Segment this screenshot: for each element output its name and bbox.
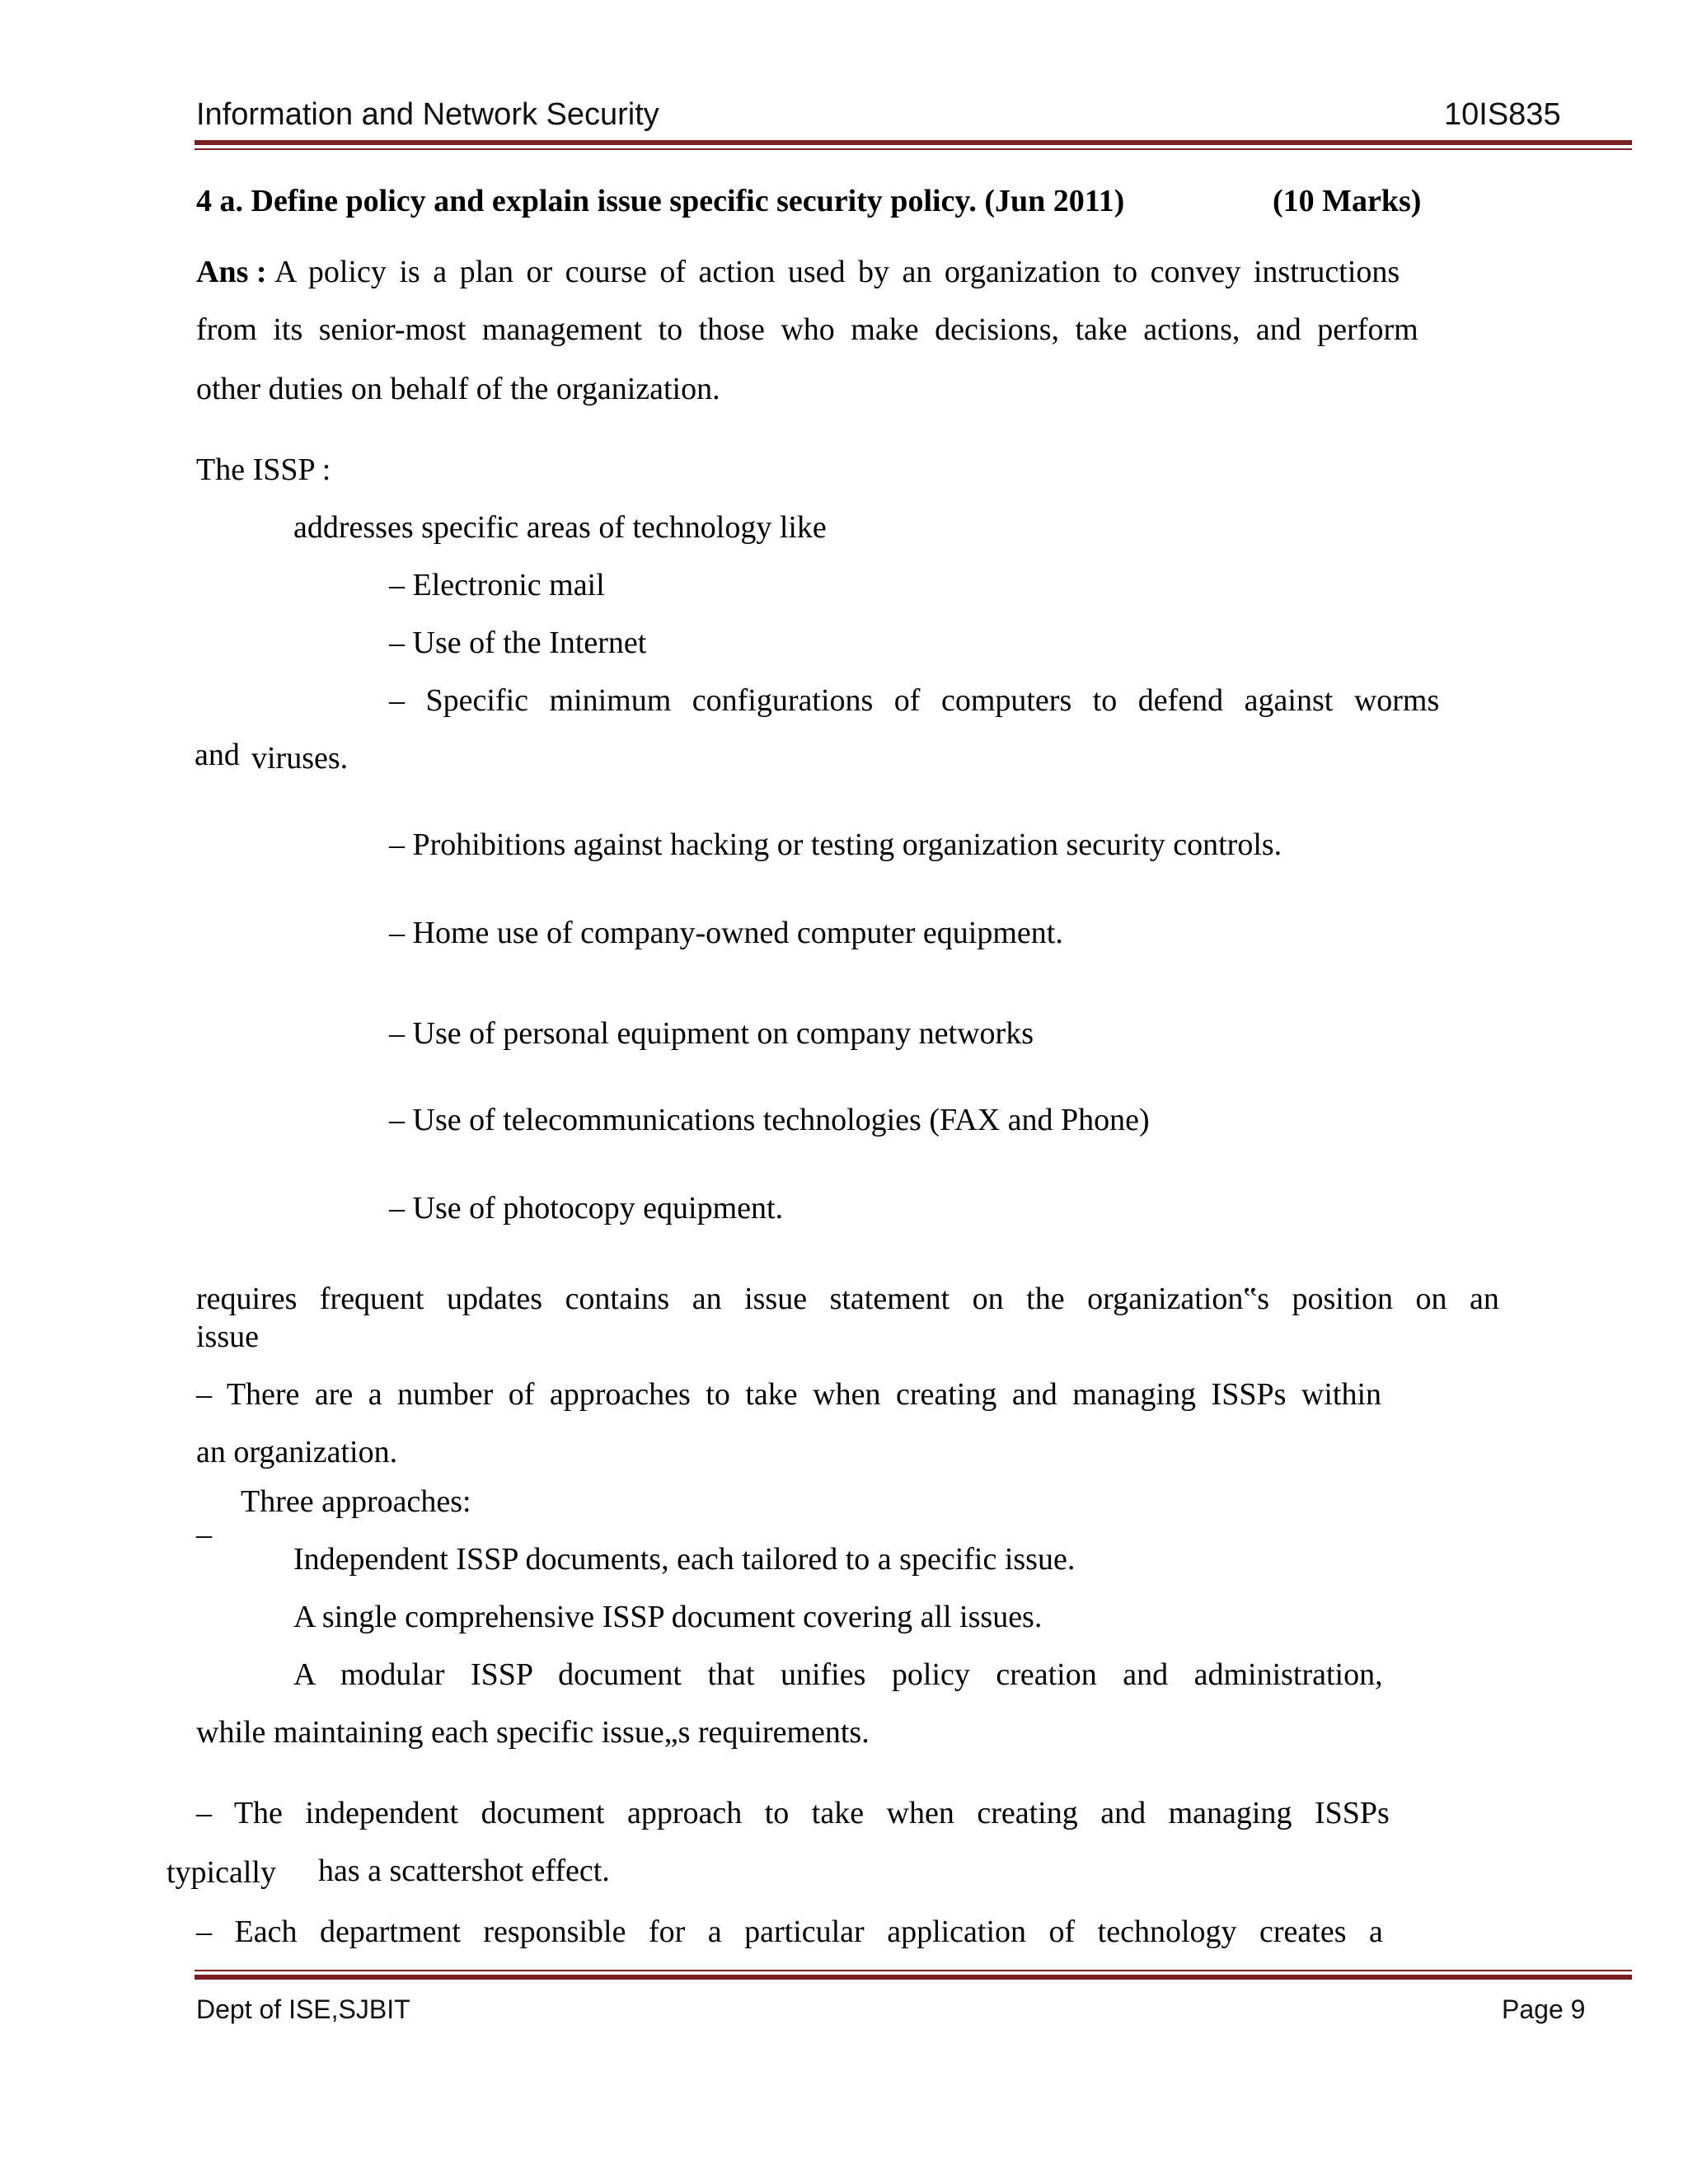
typically-word: typically (166, 1855, 276, 1890)
issp-item-personal-equipment: – Use of personal equipment on company networks (389, 1016, 1034, 1051)
header-rule-thick (195, 140, 1632, 145)
issp-item-hacking: – Prohibitions against hacking or testing organization security controls. (389, 827, 1282, 862)
issue-word: issue (196, 1319, 259, 1354)
header-rule-thin (195, 148, 1632, 150)
answer-line-3: other duties on behalf of the organization. (196, 372, 720, 406)
header-course-code: 10IS835 (1444, 97, 1561, 132)
footer-dept: Dept of ISE,SJBIT (196, 1994, 410, 2024)
approaches-dash: – (196, 1517, 212, 1552)
approaches-line-2: an organization. (196, 1435, 398, 1469)
footer-rule-thick (195, 1975, 1632, 1980)
requires-line: requires frequent updates contains an issue statement on the organization‟s position on an (196, 1282, 1499, 1316)
question-marks: (10 Marks) (1273, 184, 1422, 218)
answer-line-2: from its senior-most management to those who make decisions, take actions, and perform (196, 312, 1418, 347)
issp-heading: The ISSP : (196, 452, 331, 487)
each-department-line: – Each department responsible for a particular application of technology creates a (196, 1915, 1383, 1949)
issp-item-telecom: – Use of telecommunications technologies (FAX and Phone) (389, 1103, 1150, 1137)
answer-line-1 (196, 254, 1432, 290)
issp-item-internet: – Use of the Internet (389, 626, 647, 660)
header-title: Information and Network Security (196, 97, 659, 132)
issp-viruses: viruses. (251, 741, 349, 776)
issp-item-photocopy: – Use of photocopy equipment. (389, 1191, 784, 1226)
approach-modular: A modular ISSP document that unifies policy creation and administration, (293, 1657, 1383, 1692)
approach-modular-cont: while maintaining each specific issue„s requirements. (196, 1715, 870, 1750)
scattershot-text: has a scattershot effect. (318, 1854, 610, 1888)
approach-single: A single comprehensive ISSP document covering all issues. (293, 1600, 1043, 1634)
approaches-line-1: – There are a number of approaches to take when creating and managing ISSPs within (196, 1377, 1382, 1412)
independent-line: – The independent document approach to take when creating and managing ISSPs (196, 1796, 1390, 1830)
issp-intro: addresses specific areas of technology like (293, 510, 827, 545)
issp-item-email: – Electronic mail (389, 568, 605, 602)
question-text: 4 a. Define policy and explain issue specific security policy. (Jun 2011) (196, 184, 1125, 218)
footer-page-number: Page 9 (1502, 1994, 1586, 2024)
issp-item-home-use: – Home use of company-owned computer equipment. (389, 916, 1063, 950)
approach-independent: Independent ISSP documents, each tailored to a specific issue. (293, 1542, 1076, 1577)
three-approaches: Three approaches: (241, 1484, 471, 1519)
issp-item-configurations: – Specific minimum configurations of computers to defend against worms (389, 683, 1440, 718)
answer-text-1: A policy is a plan or course of action used by an organization to convey instructions (274, 255, 1400, 289)
answer-label: Ans : (196, 255, 267, 289)
footer-rule-thin (195, 1970, 1632, 1971)
issp-and-word: and (195, 738, 240, 772)
